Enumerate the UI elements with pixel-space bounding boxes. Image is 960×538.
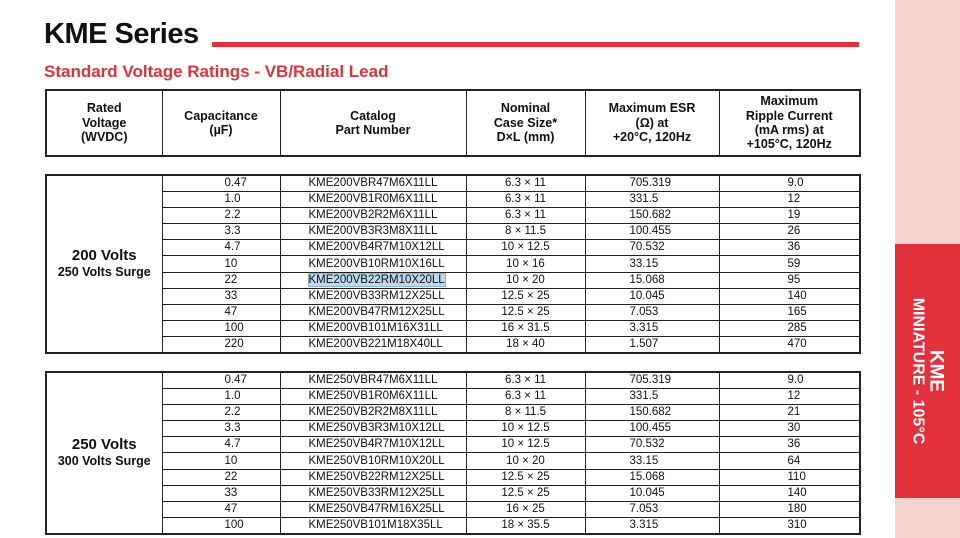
- case-size-cell: [466, 224, 585, 240]
- capacitance-cell-text: 10: [224, 454, 238, 467]
- header-table: [45, 89, 861, 157]
- part-number-cell[interactable]: [280, 485, 466, 501]
- ripple-cell: [719, 192, 860, 208]
- case-size-cell: [466, 192, 585, 208]
- part-number-cell-text: KME250VB3R3M10X12LL: [308, 422, 445, 435]
- header-part-number: Catalog Part Number: [280, 90, 466, 156]
- case-size-cell: [466, 453, 585, 469]
- part-number-cell[interactable]: [280, 175, 466, 192]
- capacitance-cell: [162, 208, 280, 224]
- part-number-cell[interactable]: [280, 372, 466, 389]
- part-number-cell-text: KME250VB1R0M6X11LL: [308, 390, 438, 403]
- ripple-cell-text: 110: [787, 470, 806, 483]
- ripple-cell: [719, 372, 860, 389]
- ripple-cell: [719, 304, 860, 320]
- case-size-cell-text: 10 × 20: [506, 454, 545, 467]
- ripple-cell: [719, 517, 860, 534]
- case-size-cell-text: 18 × 40: [506, 337, 545, 350]
- part-number-cell-text: KME250VB10RM10X20LL: [308, 454, 445, 467]
- capacitance-cell-text: 33: [224, 289, 238, 302]
- capacitance-cell: [162, 192, 280, 208]
- case-size-cell-text: 8 × 11.5: [504, 406, 547, 419]
- esr-cell: [585, 224, 719, 240]
- esr-cell-text: 150.682: [629, 406, 672, 419]
- capacitance-cell: [162, 240, 280, 256]
- part-number-cell[interactable]: [280, 389, 466, 405]
- ripple-cell-text: 285: [787, 321, 807, 334]
- ripple-cell-text: 21: [787, 406, 801, 419]
- part-number-cell-text: KME200VB2R2M6X11LL: [308, 209, 438, 222]
- part-number-cell-text: KME250VBR47M6X11LL: [308, 374, 438, 387]
- esr-cell: [585, 336, 719, 353]
- ripple-cell-text: 140: [787, 289, 807, 302]
- ripple-cell: [719, 272, 860, 288]
- ripple-cell: [719, 288, 860, 304]
- part-number-cell[interactable]: [280, 304, 466, 320]
- case-size-cell-text: 10 × 20: [506, 273, 545, 286]
- case-size-cell-text: 10 × 12.5: [501, 241, 550, 254]
- part-number-cell[interactable]: [280, 240, 466, 256]
- part-number-cell[interactable]: [280, 405, 466, 421]
- part-number-cell[interactable]: [280, 320, 466, 336]
- side-tab-label: [909, 298, 946, 445]
- capacitance-cell-text: 2.2: [224, 209, 241, 222]
- esr-cell-text: 15.068: [629, 273, 665, 286]
- part-number-cell-text: KME250VB4R7M10X12LL: [308, 438, 445, 451]
- part-number-cell-text: KME250VB101M18X35LL: [308, 518, 443, 531]
- esr-cell: [585, 469, 719, 485]
- esr-cell-text: 3.315: [629, 321, 659, 334]
- capacitance-cell-text: 22: [224, 273, 238, 286]
- capacitance-cell-text: 1.0: [224, 193, 241, 206]
- case-size-cell: [466, 272, 585, 288]
- capacitance-cell: [162, 288, 280, 304]
- esr-cell: [585, 372, 719, 389]
- rated-voltage: 200 Volts: [71, 247, 137, 265]
- capacitance-cell-text: 0.47: [224, 177, 247, 190]
- esr-cell-text: 100.455: [629, 225, 672, 238]
- table-row: [46, 224, 860, 240]
- esr-cell: [585, 192, 719, 208]
- case-size-cell-text: 6.3 × 11: [504, 193, 547, 206]
- case-size-cell-text: 10 × 12.5: [501, 438, 550, 451]
- voltage-group-label: [46, 175, 162, 353]
- case-size-cell-text: 16 × 25: [506, 502, 545, 515]
- case-size-cell-text: 12.5 × 25: [501, 305, 550, 318]
- table-row: [46, 437, 860, 453]
- esr-cell: [585, 175, 719, 192]
- capacitance-cell-text: 3.3: [224, 422, 241, 435]
- ripple-cell-text: 64: [787, 454, 801, 467]
- ripple-cell: [719, 469, 860, 485]
- case-size-cell-text: 12.5 × 25: [501, 470, 550, 483]
- part-number-cell[interactable]: [280, 501, 466, 517]
- capacitance-cell-text: 220: [224, 337, 244, 350]
- ripple-cell-text: 310: [787, 518, 807, 531]
- ripple-cell: [719, 421, 860, 437]
- ripple-cell-text: 26: [787, 225, 801, 238]
- ripple-cell: [719, 453, 860, 469]
- case-size-cell: [466, 469, 585, 485]
- esr-cell-text: 1.507: [629, 337, 659, 350]
- case-size-cell: [466, 208, 585, 224]
- capacitance-cell: [162, 389, 280, 405]
- part-number-cell[interactable]: [280, 421, 466, 437]
- capacitance-cell: [162, 501, 280, 517]
- ripple-cell: [719, 175, 860, 192]
- ripple-cell: [719, 224, 860, 240]
- table-row: [46, 175, 860, 192]
- part-number-cell[interactable]: [280, 272, 466, 288]
- esr-cell: [585, 320, 719, 336]
- part-number-cell[interactable]: [280, 469, 466, 485]
- ripple-cell: [719, 501, 860, 517]
- part-number-cell[interactable]: [280, 288, 466, 304]
- table-row: [46, 517, 860, 534]
- table-row: [46, 421, 860, 437]
- part-number-cell-text: KME250VB47RM16X25LL: [308, 502, 445, 515]
- ripple-cell-text: 180: [787, 502, 807, 515]
- ripple-cell: [719, 208, 860, 224]
- case-size-cell: [466, 517, 585, 534]
- part-number-cell-text: KME200VB47RM12X25LL: [308, 305, 445, 318]
- page-subtitle: Standard Voltage Ratings - VB/Radial Lead: [44, 62, 389, 81]
- capacitance-cell-text: 0.47: [224, 374, 247, 387]
- ripple-cell: [719, 336, 860, 353]
- part-number-cell-text: KME200VB221M18X40LL: [308, 337, 443, 350]
- part-number-cell-text: KME200VB33RM12X25LL: [308, 289, 445, 302]
- capacitance-cell: [162, 485, 280, 501]
- table-row: [46, 272, 860, 288]
- table-row: [46, 453, 860, 469]
- esr-cell-text: 331.5: [629, 193, 659, 206]
- ripple-cell-text: 19: [787, 209, 801, 222]
- esr-cell: [585, 256, 719, 272]
- ripple-cell-text: 30: [787, 422, 801, 435]
- capacitance-cell: [162, 224, 280, 240]
- capacitance-cell: [162, 304, 280, 320]
- header-case-size: Nominal Case Size* D×L (mm): [466, 90, 585, 156]
- ripple-cell: [719, 320, 860, 336]
- ripple-cell-text: 59: [787, 257, 801, 270]
- ripple-cell: [719, 389, 860, 405]
- esr-cell-text: 10.045: [629, 289, 665, 302]
- ripple-cell: [719, 405, 860, 421]
- capacitance-cell-text: 100: [224, 518, 244, 531]
- ripple-cell-text: 9.0: [787, 374, 804, 387]
- capacitance-cell-text: 22: [224, 470, 238, 483]
- case-size-cell: [466, 240, 585, 256]
- table-row: [46, 240, 860, 256]
- ripple-cell-text: 12: [787, 390, 801, 403]
- esr-cell-text: 33.15: [629, 454, 659, 467]
- esr-cell: [585, 389, 719, 405]
- table-row: [46, 256, 860, 272]
- capacitance-cell: [162, 320, 280, 336]
- capacitance-cell-text: 10: [224, 257, 238, 270]
- ripple-cell-text: 12: [787, 193, 801, 206]
- esr-cell: [585, 437, 719, 453]
- esr-cell-text: 7.053: [629, 502, 659, 515]
- part-number-cell-text: KME200VB101M16X31LL: [308, 321, 443, 334]
- esr-cell-text: 705.319: [629, 177, 672, 190]
- esr-cell: [585, 272, 719, 288]
- case-size-cell-text: 16 × 31.5: [501, 321, 550, 334]
- case-size-cell-text: 10 × 16: [506, 257, 545, 270]
- header-voltage: Rated Voltage (WVDC): [80, 101, 128, 145]
- capacitance-cell-text: 4.7: [224, 241, 241, 254]
- esr-cell: [585, 240, 719, 256]
- case-size-cell: [466, 485, 585, 501]
- capacitance-cell-text: 33: [224, 486, 238, 499]
- side-tab-series: KME: [925, 349, 947, 393]
- ripple-cell-text: 140: [787, 486, 807, 499]
- esr-cell: [585, 288, 719, 304]
- case-size-cell: [466, 421, 585, 437]
- part-number-cell[interactable]: [280, 192, 466, 208]
- capacitance-cell: [162, 405, 280, 421]
- case-size-cell: [466, 256, 585, 272]
- esr-cell: [585, 208, 719, 224]
- ripple-cell-text: 36: [787, 241, 801, 254]
- esr-cell-text: 33.15: [629, 257, 659, 270]
- table-row: [46, 192, 860, 208]
- part-number-cell[interactable]: [280, 208, 466, 224]
- capacitance-cell: [162, 421, 280, 437]
- side-tab-type: MINIATURE - 105°C: [909, 297, 927, 445]
- part-number-cell-text: KME200VBR47M6X11LL: [308, 177, 438, 190]
- title-rule: [212, 42, 859, 47]
- case-size-cell: [466, 320, 585, 336]
- capacitance-cell: [162, 372, 280, 389]
- header-capacitance: Capacitance (µF): [162, 90, 280, 156]
- case-size-cell: [466, 175, 585, 192]
- esr-cell-text: 331.5: [629, 390, 659, 403]
- ripple-cell: [719, 240, 860, 256]
- table-row: [46, 405, 860, 421]
- esr-cell: [585, 453, 719, 469]
- table-row: [46, 320, 860, 336]
- ripple-cell-text: 165: [787, 305, 807, 318]
- ripple-cell-text: 36: [787, 438, 801, 451]
- esr-cell-text: 70.532: [629, 438, 665, 451]
- surge-voltage: 250 Volts Surge: [57, 265, 151, 280]
- table-row: [46, 501, 860, 517]
- table-row: [46, 469, 860, 485]
- ripple-cell-text: 9.0: [787, 177, 804, 190]
- case-size-cell: [466, 304, 585, 320]
- capacitance-cell-text: 47: [224, 305, 238, 318]
- case-size-cell-text: 8 × 11.5: [504, 225, 547, 238]
- case-size-cell-text: 12.5 × 25: [501, 289, 550, 302]
- case-size-cell: [466, 372, 585, 389]
- table-200-volts: [45, 174, 861, 354]
- case-size-cell: [466, 437, 585, 453]
- capacitance-cell: [162, 336, 280, 353]
- part-number-cell[interactable]: [280, 517, 466, 534]
- part-number-cell[interactable]: [280, 437, 466, 453]
- part-number-cell[interactable]: [280, 224, 466, 240]
- esr-cell-text: 10.045: [629, 486, 665, 499]
- part-number-cell-text: KME250VB22RM12X25LL: [308, 470, 445, 483]
- esr-cell-text: 100.455: [629, 422, 672, 435]
- capacitance-cell: [162, 469, 280, 485]
- table-row: [46, 336, 860, 353]
- rated-voltage: 250 Volts: [71, 435, 137, 453]
- case-size-cell: [466, 405, 585, 421]
- part-number-cell[interactable]: [280, 453, 466, 469]
- table-row: [46, 372, 860, 389]
- ripple-cell: [719, 256, 860, 272]
- capacitance-cell-text: 3.3: [224, 225, 241, 238]
- ripple-cell-text: 95: [787, 273, 801, 286]
- capacitance-cell: [162, 437, 280, 453]
- surge-voltage: 300 Volts Surge: [57, 453, 151, 468]
- part-number-cell-text: KME200VB3R3M8X11LL: [308, 225, 438, 238]
- part-number-cell-text: KME250VB33RM12X25LL: [308, 486, 445, 499]
- ripple-cell-text: 470: [787, 337, 807, 350]
- part-number-cell[interactable]: [280, 256, 466, 272]
- part-number-cell-text: KME200VB4R7M10X12LL: [308, 241, 445, 254]
- capacitance-cell: [162, 453, 280, 469]
- part-number-cell-text: KME200VB22RM10X20LL: [308, 273, 445, 286]
- case-size-cell-text: 6.3 × 11: [504, 390, 547, 403]
- case-size-cell-text: 6.3 × 11: [504, 177, 547, 190]
- case-size-cell-text: 18 × 35.5: [501, 518, 550, 531]
- page-title: KME Series: [44, 18, 199, 50]
- esr-cell-text: 70.532: [629, 241, 665, 254]
- case-size-cell-text: 6.3 × 11: [504, 374, 547, 387]
- table-row: [46, 389, 860, 405]
- capacitance-cell-text: 4.7: [224, 438, 241, 451]
- esr-cell: [585, 421, 719, 437]
- esr-cell: [585, 501, 719, 517]
- case-size-cell-text: 10 × 12.5: [501, 422, 550, 435]
- esr-cell-text: 7.053: [629, 305, 659, 318]
- case-size-cell-text: 12.5 × 25: [501, 486, 550, 499]
- capacitance-cell-text: 47: [224, 502, 238, 515]
- esr-cell-text: 705.319: [629, 374, 672, 387]
- ripple-cell: [719, 485, 860, 501]
- esr-cell: [585, 485, 719, 501]
- capacitance-cell: [162, 517, 280, 534]
- esr-cell-text: 15.068: [629, 470, 665, 483]
- esr-cell-text: 150.682: [629, 209, 672, 222]
- case-size-cell: [466, 336, 585, 353]
- case-size-cell: [466, 501, 585, 517]
- header-ripple: Maximum Ripple Current (mA rms) at +105°C, 120Hz: [719, 90, 860, 156]
- capacitance-cell-text: 1.0: [224, 390, 241, 403]
- table-row: [46, 304, 860, 320]
- part-number-cell-text: KME250VB2R2M8X11LL: [308, 406, 438, 419]
- case-size-cell: [466, 389, 585, 405]
- esr-cell: [585, 517, 719, 534]
- capacitance-cell-text: 2.2: [224, 406, 241, 419]
- esr-cell-text: 3.315: [629, 518, 659, 531]
- esr-cell: [585, 304, 719, 320]
- capacitance-cell: [162, 256, 280, 272]
- capacitance-cell: [162, 272, 280, 288]
- table-row: [46, 485, 860, 501]
- voltage-group-label: [46, 372, 162, 534]
- capacitance-cell-text: 100: [224, 321, 244, 334]
- capacitance-cell: [162, 175, 280, 192]
- part-number-cell-text: KME200VB10RM10X16LL: [308, 257, 445, 270]
- table-250-volts: [45, 371, 861, 535]
- case-size-cell: [466, 288, 585, 304]
- case-size-cell-text: 6.3 × 11: [504, 209, 547, 222]
- header-esr: Maximum ESR (Ω) at +20°C, 120Hz: [585, 90, 719, 156]
- part-number-cell-text: KME200VB1R0M6X11LL: [308, 193, 438, 206]
- ripple-cell: [719, 437, 860, 453]
- esr-cell: [585, 405, 719, 421]
- table-row: [46, 208, 860, 224]
- part-number-cell[interactable]: [280, 336, 466, 353]
- table-row: [46, 288, 860, 304]
